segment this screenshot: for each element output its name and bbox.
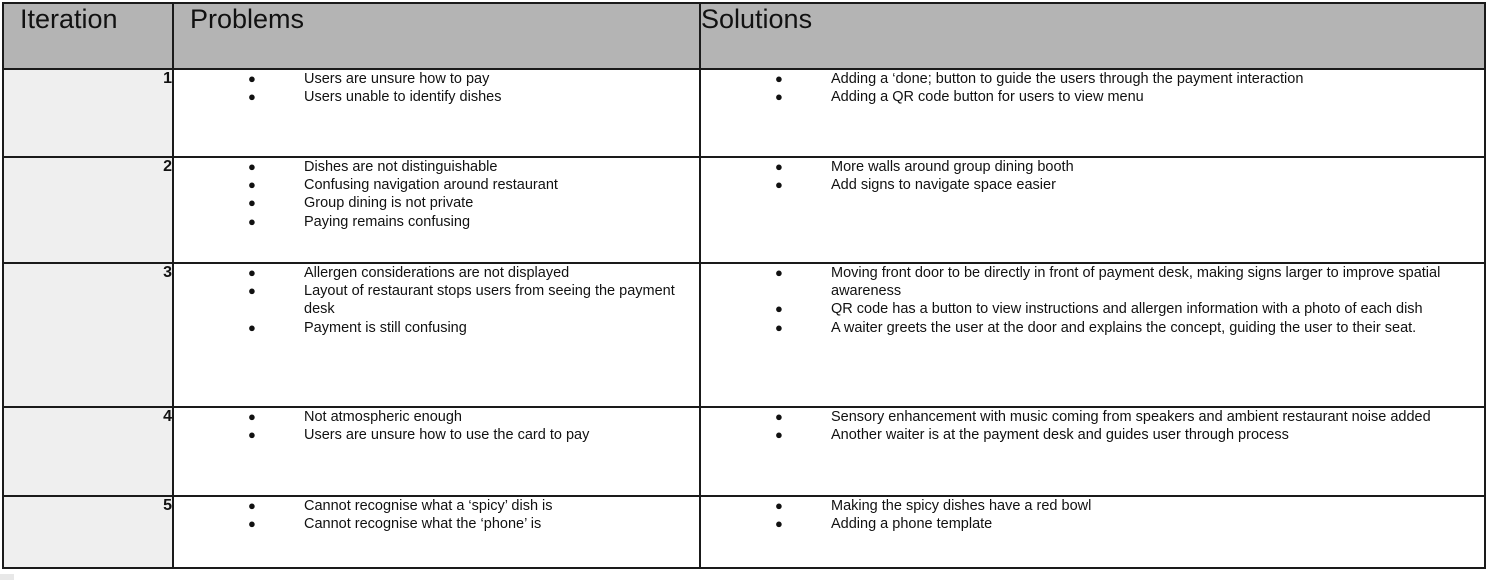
header-problems: Problems [173,3,700,69]
bullet-icon: ● [775,177,783,193]
list-item [701,158,1484,176]
bullet-icon: ● [775,516,783,532]
iteration-number: 3 [3,263,173,407]
list-item [701,515,1484,533]
bullet-icon: ● [248,283,256,299]
solutions-cell [700,496,1485,568]
list-item [701,70,1484,88]
bullet-icon: ● [248,159,256,174]
problem-text: Layout of restaurant stops users from seeing the payment desk [304,283,675,318]
header-iteration: Iteration [3,3,173,69]
bullet-icon: ● [775,89,783,105]
list-item [174,213,699,231]
list-item [701,319,1484,337]
bullet-icon: ● [248,195,256,211]
bullet-icon: ● [248,71,256,86]
bullet-icon: ● [248,427,256,443]
problem-text: Not atmospheric enough [304,409,462,425]
bullet-icon: ● [775,427,783,443]
problems-cell [173,496,700,568]
problems-list [174,408,699,444]
bullet-icon: ● [775,301,783,317]
problem-text: Dishes are not distinguishable [304,159,498,175]
list-item [701,264,1484,300]
bullet-icon: ● [775,71,783,86]
problem-text: Group dining is not private [304,195,474,212]
solutions-list [701,158,1484,194]
problems-cell [173,263,700,407]
table-row [3,263,1485,407]
bullet-icon: ● [775,498,783,513]
solution-text: More walls around group dining booth [831,159,1074,175]
solutions-cell [700,157,1485,263]
list-item [701,176,1484,194]
solutions-cell [700,407,1485,496]
problem-text: Users are unsure how to pay [304,71,490,87]
list-item [174,194,699,212]
table-header [3,3,1485,69]
solution-text: A waiter greets the user at the door and explains the concept, guiding the user to their seat. [831,319,1417,336]
problems-list [174,264,699,337]
list-item [174,70,699,88]
solutions-list [701,497,1484,533]
table-row [3,407,1485,496]
bullet-icon: ● [248,89,256,105]
problem-text: Users unable to identify dishes [304,89,502,106]
solution-text: Moving front door to be directly in front of payment desk, making signs larger to improve spatial awareness [831,265,1441,300]
list-item [701,300,1484,318]
bullet-icon: ● [248,213,256,229]
table-row [3,157,1485,263]
list-item [174,176,699,194]
list-item [174,515,699,533]
problems-list [174,497,699,533]
bullet-icon: ● [775,265,783,280]
bullet-icon: ● [775,159,783,174]
problem-text: Payment is still confusing [304,319,467,336]
bullet-icon: ● [248,516,256,532]
bullet-icon: ● [248,409,256,424]
problems-list [174,158,699,231]
solutions-list [701,264,1484,337]
solutions-list [701,408,1484,444]
header-row [3,3,1485,69]
table-row [3,496,1485,568]
list-item [174,282,699,318]
bullet-icon: ● [248,319,256,335]
list-item [174,426,699,444]
iteration-number: 1 [3,69,173,157]
solution-text: Making the spicy dishes have a red bowl [831,498,1092,514]
bullet-icon: ● [248,177,256,193]
problem-text: Cannot recognise what the ‘phone’ is [304,516,542,533]
bullet-icon: ● [248,265,256,280]
list-item [701,88,1484,106]
list-item [701,497,1484,515]
header-solutions: Solutions [700,3,1485,69]
list-item [701,408,1484,426]
problem-text: Users are unsure how to use the card to pay [304,427,590,444]
list-item [174,408,699,426]
solution-text: Add signs to navigate space easier [831,177,1056,194]
solution-text: QR code has a button to view instructions and allergen information with a photo of each dish [831,301,1423,318]
problem-text: Confusing navigation around restaurant [304,177,558,194]
solutions-cell [700,69,1485,157]
iteration-number: 5 [3,496,173,568]
solution-text: Adding a phone template [831,516,993,533]
problem-text: Allergen considerations are not displayed [304,265,570,281]
bullet-icon: ● [248,498,256,513]
problems-cell [173,157,700,263]
bullet-icon: ● [775,319,783,335]
problems-cell [173,407,700,496]
iteration-number: 2 [3,157,173,263]
problems-cell [173,69,700,157]
solution-text: Adding a QR code button for users to view menu [831,89,1144,106]
problem-text: Paying remains confusing [304,213,471,230]
solution-text: Adding a ‘done; button to guide the users through the payment interaction [831,71,1304,87]
list-item [174,497,699,515]
problem-text: Cannot recognise what a ‘spicy’ dish is [304,498,553,514]
problems-list [174,70,699,106]
list-item [701,426,1484,444]
page-corner-mark [0,574,14,580]
list-item [174,158,699,176]
list-item [174,88,699,106]
solution-text: Another waiter is at the payment desk and guides user through process [831,427,1289,444]
list-item [174,264,699,282]
solution-text: Sensory enhancement with music coming from speakers and ambient restaurant noise added [831,409,1431,425]
list-item [174,319,699,337]
solutions-cell [700,263,1485,407]
iteration-number: 4 [3,407,173,496]
table-row [3,69,1485,157]
bullet-icon: ● [775,409,783,424]
solutions-list [701,70,1484,106]
iteration-table [2,2,1486,569]
